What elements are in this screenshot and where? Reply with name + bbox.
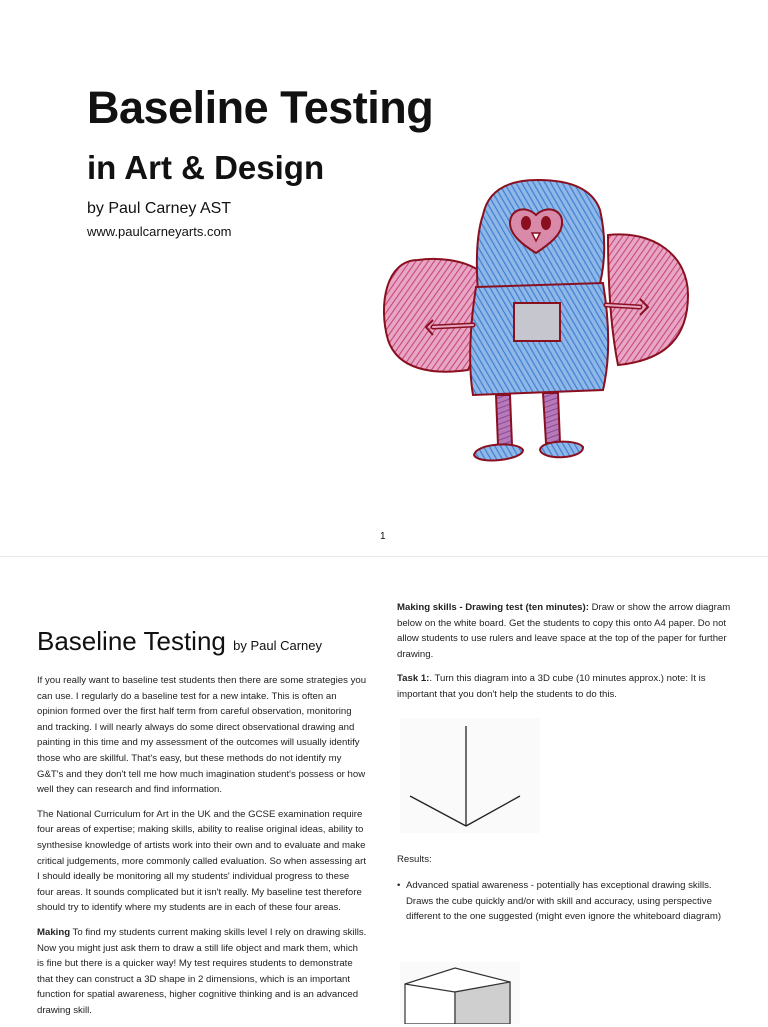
cube-drawing	[400, 962, 520, 1024]
left-foot	[474, 444, 523, 460]
article-heading	[37, 624, 322, 663]
right-foot	[540, 442, 583, 458]
page-number: 1	[380, 531, 386, 542]
results-item-text: Advanced spatial awareness - potentially has exceptional drawing skills. Draws the cube quickly and/or with skill and accuracy, using perspective different to the one suggested (might even ignore the whiteboard diagram)	[406, 880, 722, 923]
results-list	[397, 878, 732, 925]
drawing-test-text: Draw or show the arrow diagram below on the white board. Get the students to copy this onto A4 paper. Do not allow students to use rulers and leave space at the top of the paper for further drawing.	[397, 602, 731, 660]
paragraph-drawing-test	[397, 600, 732, 662]
right-leg	[543, 393, 560, 443]
drawing-test-label: Making skills - Drawing test (ten minutes):	[397, 602, 589, 613]
cover-website: www.paulcarneyarts.com	[87, 224, 232, 239]
bullet-icon: •	[397, 880, 401, 891]
results-item	[397, 878, 732, 925]
left-leg	[496, 395, 512, 445]
page-divider	[0, 556, 768, 557]
cover-byline: by Paul Carney AST	[87, 200, 232, 217]
paragraph-making	[37, 925, 367, 1019]
making-text: To find my students current making skills level I rely on drawing skills. Now you might just ask them to draw a still life object and mark them, which is fine but there is a quicker way! My test requires students to demonstrate that they can construct a 3D shape in 2 dimensions, which is an important function for spatial awareness, higher cognitive thinking and is an advanced drawing skill.	[37, 926, 367, 1016]
right-column	[397, 600, 732, 712]
making-label: Making	[37, 926, 71, 938]
paragraph-curriculum: The National Curriculum for Art in the UK and the GCSE examination require four areas of expertise; making skills, ability to realise original ideas, ability to synthesise knowledge of artists work into their own and to evaluate and make critical judgements, more commonly called evaluation. So when assessing art I should ideally be monitoring all my students' individual progress to these four areas. It sounds complicated but it isn't really. My baseline test therefore should try to identify where my students are in each of these four areas.	[37, 808, 367, 914]
article-heading-byline: by Paul Carney	[233, 638, 322, 653]
left-wing	[384, 259, 480, 372]
right-wing	[608, 234, 688, 365]
body-panel	[514, 303, 560, 341]
task-text: . Turn this diagram into a 3D cube (10 minutes approx.) note: It is important that you don't help the students to do this.	[397, 673, 706, 700]
article-heading-title: Baseline Testing	[37, 626, 226, 656]
paragraph-task	[397, 671, 732, 702]
paragraph-intro: If you really want to baseline test students then there are some strategies you can use. I regularly do a baseline test for a new intake. This is often an opinion formed over the first half term from careful observation, monitoring and tracking. I will nearly always do some direct observational drawing and painting in this time and my assessment of the outcomes will usually identify those who are skillful. That's easy, but these methods do not identify my G&T's and they don't tell me how much imagination student's possess or how well they can research and find information.	[37, 675, 367, 796]
left-column	[37, 673, 367, 1027]
results-label: Results:	[397, 854, 432, 865]
task-label: Task 1:	[397, 673, 430, 685]
robot-drawing-illustration	[378, 175, 698, 475]
arrow-diagram	[400, 718, 540, 833]
cover-subtitle: in Art & Design	[87, 149, 325, 186]
cover-title: Baseline Testing	[87, 82, 434, 133]
